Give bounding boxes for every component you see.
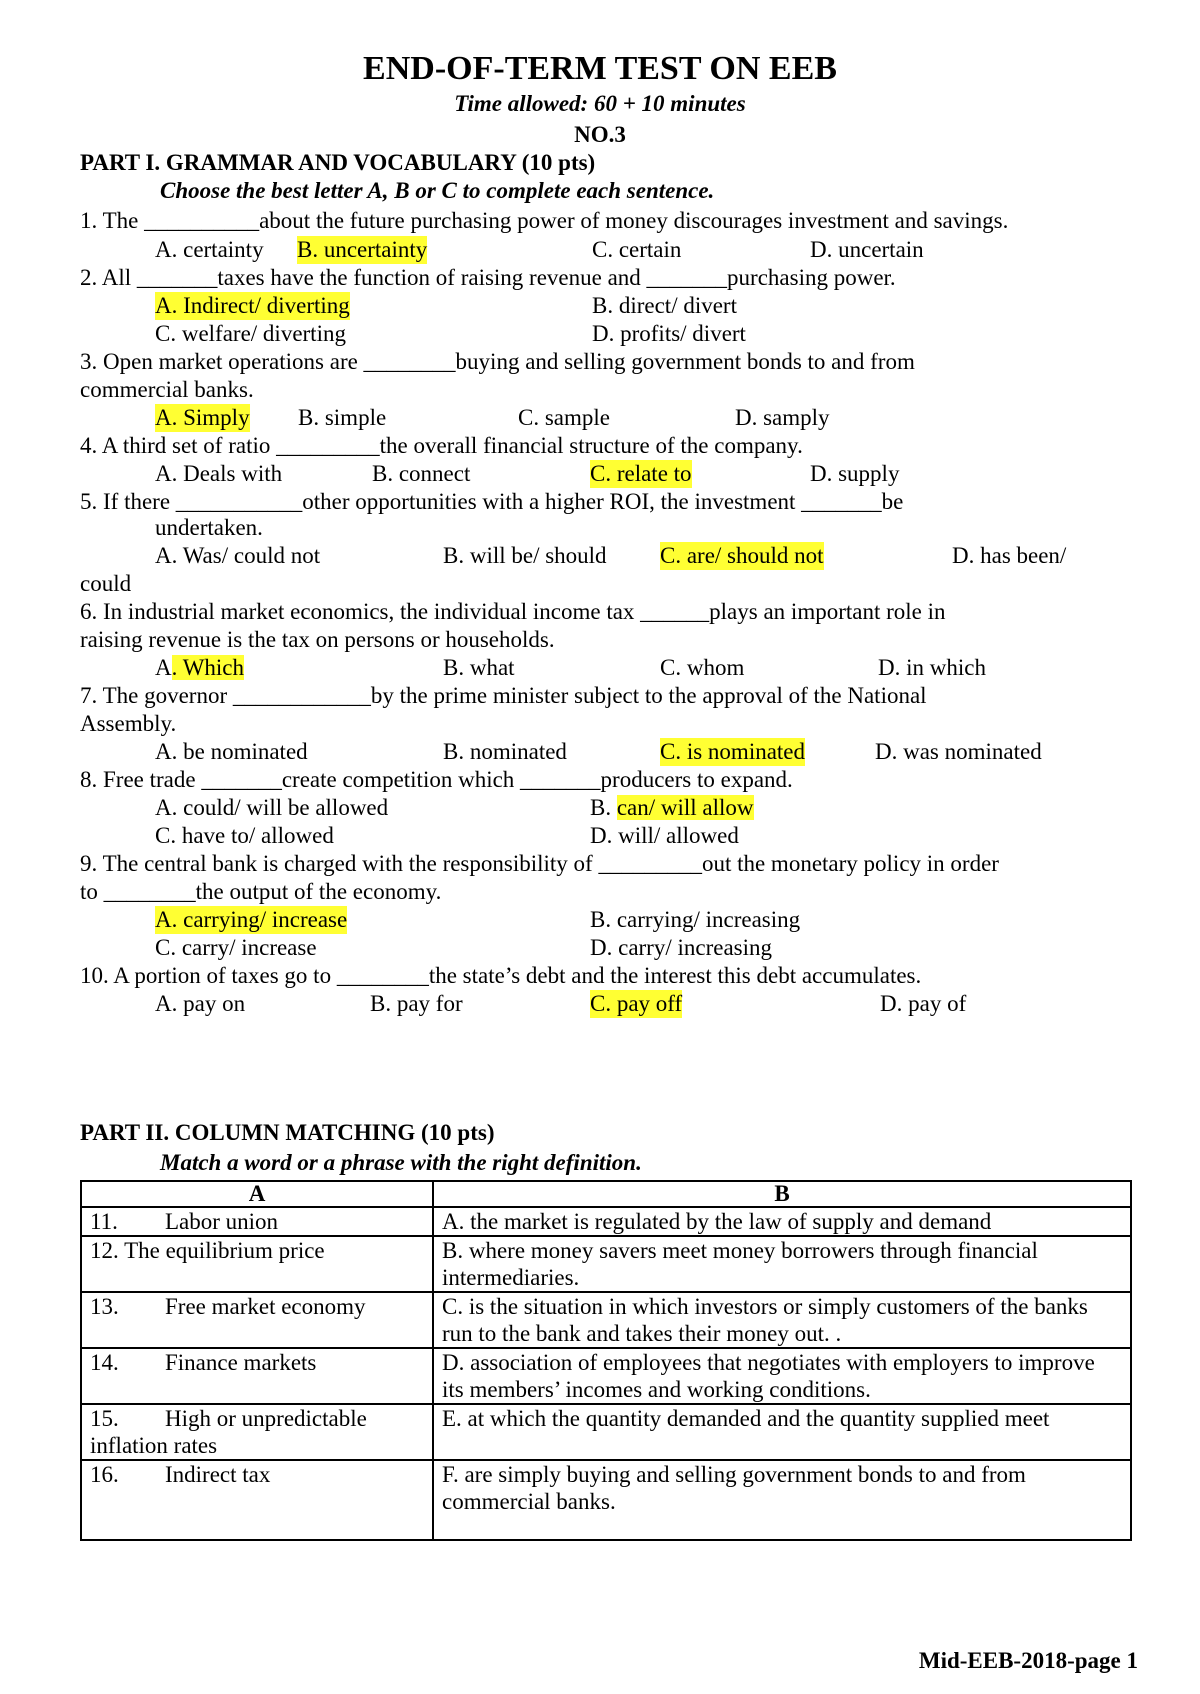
q4-option-d: D. supply	[810, 461, 900, 486]
definition-cell: B. where money savers meet money borrowers through financial intermediaries.	[433, 1236, 1131, 1292]
q7-option-d: D. was nominated	[875, 739, 1042, 764]
definition-cell: F. are simply buying and selling government bonds to and from commercial banks.	[433, 1460, 1131, 1540]
term-cell: 12. The equilibrium price	[81, 1236, 433, 1292]
q4-text: 4. A third set of ratio _________the overall financial structure of the company.	[80, 433, 803, 458]
q7-option-b: B. nominated	[443, 739, 567, 764]
q6-text-line2: raising revenue is the tax on persons or households.	[80, 627, 555, 652]
q5-text-line2: undertaken.	[155, 515, 263, 540]
q10-option-b: B. pay for	[370, 991, 463, 1016]
term-text: Labor union	[165, 1209, 279, 1234]
q1-option-c: C. certain	[592, 237, 682, 262]
term-number: 13.	[90, 1294, 119, 1319]
q8-option-a: A. could/ will be allowed	[155, 795, 389, 820]
q6-option-a-letter: A	[155, 655, 172, 680]
q8-option-b	[590, 794, 754, 822]
q2-option-d: D. profits/ divert	[592, 321, 746, 346]
q9-option-c: C. carry/ increase	[155, 935, 317, 960]
q2-option-c: C. welfare/ diverting	[155, 321, 346, 346]
q6-option-a-answer: . Which	[171, 655, 245, 680]
page-footer: Mid-EEB-2018-page 1	[918, 1648, 1138, 1673]
table-row	[81, 1292, 1131, 1348]
table-row	[81, 1404, 1131, 1460]
q10-option-d: D. pay of	[880, 991, 967, 1016]
q7-option-a: A. be nominated	[155, 739, 308, 764]
q2-text: 2. All _______taxes have the function of raising revenue and _______purchasing power.	[80, 265, 896, 290]
definition-cell: C. is the situation in which investors or simply customers of the banks run to the bank and takes their money out. .	[433, 1292, 1131, 1348]
q1-option-a: A. certainty	[155, 237, 264, 262]
q1-text: 1. The __________about the future purchasing power of money discourages investment and savings.	[80, 208, 1009, 233]
term-cell	[81, 1292, 433, 1348]
q3-option-d: D. samply	[735, 405, 830, 430]
q2-option-b: B. direct/ divert	[592, 293, 737, 318]
q6-option-b: B. what	[443, 655, 515, 680]
q5-option-d-continued: could	[80, 571, 132, 596]
q9-text-line2: to ________the output of the economy.	[80, 879, 442, 904]
term-cell	[81, 1348, 433, 1404]
q8-text: 8. Free trade _______create competition which _______producers to expand.	[80, 767, 793, 792]
q2-option-a: A. Indirect/ diverting	[155, 293, 350, 318]
q10-option-a: A. pay on	[155, 991, 246, 1016]
q5-text-line1: 5. If there ___________other opportunities with a higher ROI, the investment _______be	[80, 489, 904, 514]
q5-option-d: D. has been/	[952, 543, 1067, 568]
q8-option-c: C. have to/ allowed	[155, 823, 334, 848]
term-number: 14.	[90, 1350, 119, 1375]
q9-option-a: A. carrying/ increase	[155, 907, 348, 932]
q7-text-line2: Assembly.	[80, 711, 177, 736]
table-row	[81, 1460, 1131, 1540]
q3-option-a: A. Simply	[155, 405, 250, 430]
test-title: END-OF-TERM TEST ON EEB	[363, 50, 837, 87]
q3-option-c: C. sample	[518, 405, 610, 430]
term-cell	[81, 1404, 433, 1460]
q7-text-line1: 7. The governor ____________by the prime minister subject to the approval of the National	[80, 683, 927, 708]
q3-option-b: B. simple	[298, 405, 387, 430]
q6-option-a	[155, 654, 244, 682]
q7-option-c: C. is nominated	[660, 739, 806, 764]
q3-text-line2: commercial banks.	[80, 377, 254, 402]
q6-option-d: D. in which	[878, 655, 986, 680]
q4-option-a: A. Deals with	[155, 461, 283, 486]
term-number: 15.	[90, 1406, 119, 1431]
q1-option-b: B. uncertainty	[297, 237, 428, 262]
q3-text-line1: 3. Open market operations are ________buying and selling government bonds to and from	[80, 349, 915, 374]
table-row	[81, 1207, 1131, 1236]
q8-option-b-letter: B.	[590, 795, 617, 820]
q4-option-c: C. relate to	[590, 461, 692, 486]
part2-instruction: Match a word or a phrase with the right definition.	[160, 1150, 642, 1175]
matching-table	[80, 1180, 1132, 1541]
term-text: Finance markets	[165, 1350, 317, 1375]
q6-option-c: C. whom	[660, 655, 745, 680]
term-text: Indirect tax	[165, 1462, 271, 1487]
term-number: 16.	[90, 1462, 119, 1487]
q5-option-b: B. will be/ should	[443, 543, 607, 568]
q1-option-d: D. uncertain	[810, 237, 924, 262]
q9-option-b: B. carrying/ increasing	[590, 907, 801, 932]
q8-option-d: D. will/ allowed	[590, 823, 739, 848]
term-text: High or unpredictable inflation rates	[90, 1406, 367, 1458]
term-cell	[81, 1207, 433, 1236]
test-number: NO.3	[574, 122, 626, 147]
term-number: 11.	[90, 1209, 118, 1234]
q4-option-b: B. connect	[372, 461, 471, 486]
time-allowed: Time allowed: 60 + 10 minutes	[454, 91, 746, 116]
term-text: Free market economy	[165, 1294, 366, 1319]
q10-text: 10. A portion of taxes go to ________the state’s debt and the interest this debt accumulates.	[80, 963, 922, 988]
definition-cell: D. association of employees that negotiates with employers to improve its members’ incomes and working conditions.	[433, 1348, 1131, 1404]
column-a-header: A	[81, 1181, 433, 1207]
definition-cell: E. at which the quantity demanded and the quantity supplied meet	[433, 1404, 1131, 1460]
q5-option-c: C. are/ should not	[660, 543, 824, 568]
matching-table-header	[81, 1181, 1131, 1207]
q6-text-line1: 6. In industrial market economics, the individual income tax ______plays an important role in	[80, 599, 946, 624]
part1-heading: PART I. GRAMMAR AND VOCABULARY (10 pts)	[80, 150, 596, 175]
q8-option-b-answer: can/ will allow	[616, 795, 754, 820]
part1-instruction: Choose the best letter A, B or C to complete each sentence.	[160, 178, 715, 203]
q10-option-c: C. pay off	[590, 991, 683, 1016]
table-row	[81, 1348, 1131, 1404]
q9-text-line1: 9. The central bank is charged with the responsibility of _________out the monetary policy in order	[80, 851, 999, 876]
part2-heading: PART II. COLUMN MATCHING (10 pts)	[80, 1120, 495, 1145]
column-b-header: B	[433, 1181, 1131, 1207]
term-cell	[81, 1460, 433, 1540]
table-row	[81, 1236, 1131, 1292]
q5-option-a: A. Was/ could not	[155, 543, 321, 568]
definition-cell: A. the market is regulated by the law of supply and demand	[433, 1207, 1131, 1236]
q9-option-d: D. carry/ increasing	[590, 935, 773, 960]
